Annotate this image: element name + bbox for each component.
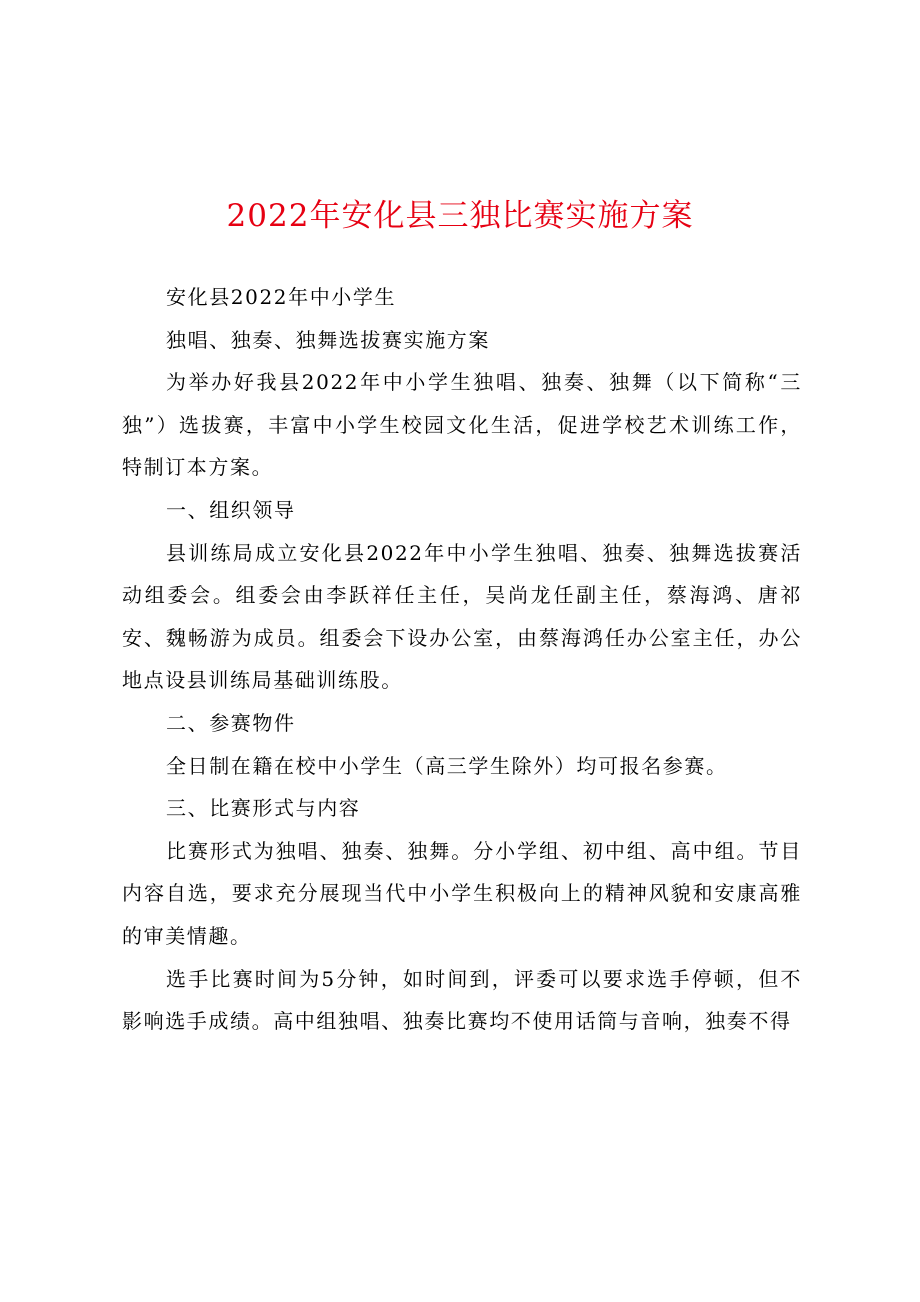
paragraph-participants: 全日制在籍在校中小学生（高三学生除外）均可报名参赛。 — [166, 753, 728, 778]
paragraph-intro: 为举办好我县2022年中小学生独唱、独奏、独舞（以下简称“三独”）选拔赛，丰富中小学生校园文化生活，促进学校艺术训练工作，特制订本方案。 — [122, 370, 802, 480]
paragraph-subtitle-2: 独唱、独奏、独舞选拔赛实施方案 — [166, 327, 490, 352]
section-heading-organization: 一、组织领导 — [166, 497, 296, 522]
paragraph-organization: 县训练局成立安化县2022年中小学生独唱、独奏、独舞选拔赛活动组委会。组委会由李跃祥任主任，吴尚龙任副主任，蔡海鸿、唐祁安、魏畅游为成员。组委会下设办公室，由蔡海鸿任办公室主任，办公地点设县训练局基础训练股。 — [122, 540, 802, 693]
document-title: 2022年安化县三独比赛实施方案 — [226, 198, 694, 234]
paragraph-subtitle-1: 安化县2022年中小学生 — [166, 285, 397, 309]
section-heading-format: 三、比赛形式与内容 — [166, 796, 361, 821]
paragraph-format: 比赛形式为独唱、独奏、独舞。分小学组、初中组、高中组。节目内容自选，要求充分展现当代中小学生积极向上的精神风貌和安康高雅的审美情趣。 — [122, 838, 802, 948]
document-body — [122, 276, 802, 1043]
paragraph-time-rules: 选手比赛时间为5分钟，如时间到，评委可以要求选手停顿，但不影响选手成绩。高中组独唱、独奏比赛均不使用话筒与音响，独奏不得 — [122, 966, 802, 1034]
section-heading-participants: 二、参赛物件 — [166, 710, 296, 735]
